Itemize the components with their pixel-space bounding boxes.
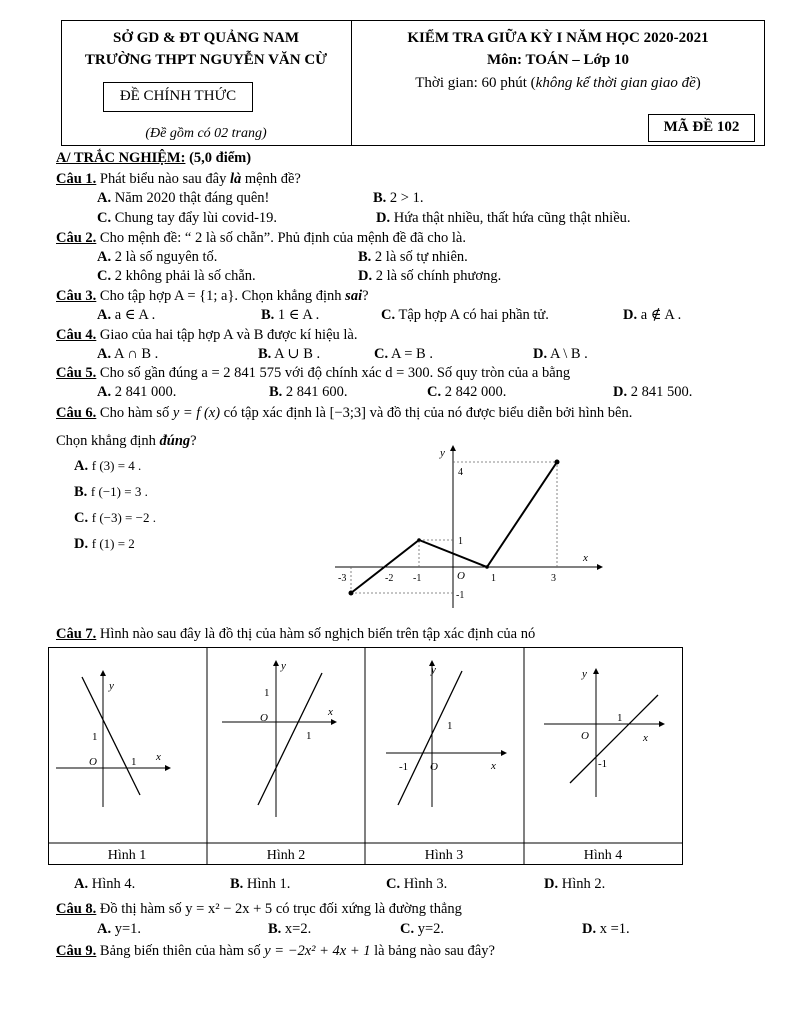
- svg-text:1: 1: [131, 756, 137, 768]
- school-name: TRƯỜNG THPT NGUYỄN VĂN CỪ: [84, 52, 328, 68]
- q2-option-c: C. 2 không phải là số chẵn.: [97, 268, 256, 284]
- q4-option-b: B. A ∪ B .: [258, 346, 321, 362]
- endpoint-left: [349, 591, 354, 596]
- figure-2-graph: [222, 660, 336, 817]
- svg-text:x: x: [643, 732, 648, 744]
- q4-option-c: C. A = B .: [374, 346, 433, 362]
- q5-option-b: B. 2 841 600.: [269, 384, 348, 400]
- svg-text:y: y: [431, 664, 436, 676]
- question-1: Câu 1. Phát biểu nào sau đây là mệnh đề?: [56, 171, 301, 187]
- svg-text:O: O: [89, 756, 97, 768]
- figure-1-graph: [56, 671, 170, 807]
- caption-figure-2: Hình 2: [266, 848, 306, 863]
- question-6: Câu 6. Cho hàm số y = f (x) có tập xác định là [−3;3] và đồ thị của nó được biểu diễn bởi hình bên.: [56, 405, 633, 421]
- svg-text:1: 1: [92, 731, 98, 743]
- q2-option-d: D. 2 là số chính phương.: [358, 268, 502, 284]
- svg-text:O: O: [430, 761, 438, 773]
- svg-text:x: x: [491, 760, 496, 772]
- q2-option-b: B. 2 là số tự nhiên.: [358, 249, 468, 265]
- minimum-point: [485, 565, 489, 569]
- figure-4-graph: [544, 668, 664, 797]
- figure-3-graph: [386, 661, 506, 807]
- question-9: Câu 9. Bảng biến thiên của hàm số y = −2x² + 4x + 1 là bảng nào sau đây?: [56, 943, 495, 959]
- caption-figure-4: Hình 4: [583, 848, 623, 863]
- question-4: Câu 4. Giao của hai tập hợp A và B được kí hiệu là.: [56, 327, 358, 343]
- q2-option-a: A. 2 là số nguyên tố.: [97, 249, 218, 265]
- svg-text:O: O: [260, 712, 268, 724]
- official-label: ĐỀ CHÍNH THỨC: [119, 88, 237, 104]
- question-5: Câu 5. Cho số gần đúng a = 2 841 575 với độ chính xác d = 300. Số quy tròn của a bằng: [56, 365, 571, 381]
- q3-option-c: C. Tập hợp A có hai phần tử.: [381, 307, 549, 323]
- q3-option-d: D. a ∉ A .: [623, 307, 682, 323]
- department-name: SỞ GD & ĐT QUẢNG NAM: [113, 30, 299, 46]
- svg-text:1: 1: [264, 687, 270, 699]
- tick-x-neg1: -1: [413, 573, 422, 584]
- q6-option-c: C. f (−3) = −2 .: [74, 510, 156, 526]
- tick-y-4: 4: [458, 467, 463, 478]
- q3-option-a: A. a ∈ A .: [97, 307, 156, 323]
- svg-text:-1: -1: [598, 758, 608, 770]
- q6-option-d: D. f (1) = 2: [74, 536, 135, 552]
- caption-figure-3: Hình 3: [424, 848, 464, 863]
- q6-option-b: B. f (−1) = 3 .: [74, 484, 148, 500]
- subject-line: Môn: TOÁN – Lớp 10: [487, 52, 629, 68]
- exam-title: KIỂM TRA GIỮA KỲ I NĂM HỌC 2020-2021: [407, 30, 709, 46]
- q8-option-a: A. y=1.: [97, 921, 142, 937]
- tick-x-1: 1: [491, 573, 496, 584]
- q8-option-b: B. x=2.: [268, 921, 312, 937]
- tick-y-neg1: -1: [456, 590, 465, 601]
- tick-y-1: 1: [458, 536, 463, 547]
- q8-option-c: C. y=2.: [400, 921, 445, 937]
- q8-option-d: D. x =1.: [582, 921, 630, 937]
- exam-code: MÃ ĐỀ 102: [663, 119, 740, 135]
- q4-option-a: A. A ∩ B .: [97, 346, 159, 362]
- x-axis-label: x: [583, 552, 588, 564]
- svg-text:1: 1: [617, 712, 623, 724]
- q1-option-c: C. Chung tay đẩy lùi covid-19.: [97, 210, 278, 226]
- q5-option-a: A. 2 841 000.: [97, 384, 177, 400]
- section-a-title: A/ TRẮC NGHIỆM: (5,0 điểm): [56, 150, 252, 166]
- question-7: Câu 7. Hình nào sau đây là đồ thị của hàm số nghịch biến trên tập xác định của nó: [56, 626, 536, 642]
- origin-label: O: [457, 570, 465, 582]
- svg-text:1: 1: [447, 720, 453, 732]
- svg-text:x: x: [156, 751, 161, 763]
- q6-function-graph: [330, 440, 610, 615]
- function-curve: [351, 462, 557, 593]
- svg-text:y: y: [582, 668, 587, 680]
- endpoint-right: [555, 460, 560, 465]
- q1-option-b: B. 2 > 1.: [373, 190, 424, 206]
- y-axis-label: y: [440, 447, 445, 459]
- svg-text:O: O: [581, 730, 589, 742]
- svg-text:1: 1: [306, 730, 312, 742]
- q3-option-b: B. 1 ∈ A .: [261, 307, 320, 323]
- q7-option-b: B. Hình 1.: [230, 876, 291, 892]
- q6-instruction: Chọn khẳng định đúng?: [56, 433, 197, 449]
- question-2: Câu 2. Cho mệnh đề: “ 2 là số chẵn”. Phủ định của mệnh đề đã cho là.: [56, 230, 466, 246]
- svg-text:y: y: [281, 660, 286, 672]
- vertex-point: [417, 538, 421, 542]
- q7-figure-table: [48, 647, 683, 865]
- q7-option-a: A. Hình 4.: [74, 876, 136, 892]
- q7-option-c: C. Hình 3.: [386, 876, 448, 892]
- tick-x-neg3: -3: [338, 573, 347, 584]
- q6-option-a: A. f (3) = 4 .: [74, 458, 142, 474]
- tick-x-3: 3: [551, 573, 556, 584]
- q5-option-c: C. 2 842 000.: [427, 384, 507, 400]
- question-3: Câu 3. Cho tập hợp A = {1; a}. Chọn khẳng định sai?: [56, 288, 369, 304]
- question-8: Câu 8. Đồ thị hàm số y = x² − 2x + 5 có trục đối xứng là đường thẳng: [56, 901, 462, 917]
- q1-option-a: A. Năm 2020 thật đáng quên!: [97, 190, 270, 206]
- q4-option-d: D. A \ B .: [533, 346, 588, 362]
- guide-lines: [351, 462, 557, 593]
- tick-x-neg2: -2: [385, 573, 394, 584]
- q5-option-d: D. 2 841 500.: [613, 384, 693, 400]
- svg-text:x: x: [328, 706, 333, 718]
- svg-text:-1: -1: [399, 761, 409, 773]
- svg-text:y: y: [109, 680, 114, 692]
- caption-figure-1: Hình 1: [107, 848, 147, 863]
- q1-option-d: D. Hứa thật nhiều, thất hứa cũng thật nhiều.: [376, 210, 631, 226]
- time-line: Thời gian: 60 phút (không kể thời gian giao đề): [415, 75, 701, 91]
- q7-option-d: D. Hình 2.: [544, 876, 606, 892]
- pages-note: (Đề gồm có 02 trang): [145, 126, 267, 141]
